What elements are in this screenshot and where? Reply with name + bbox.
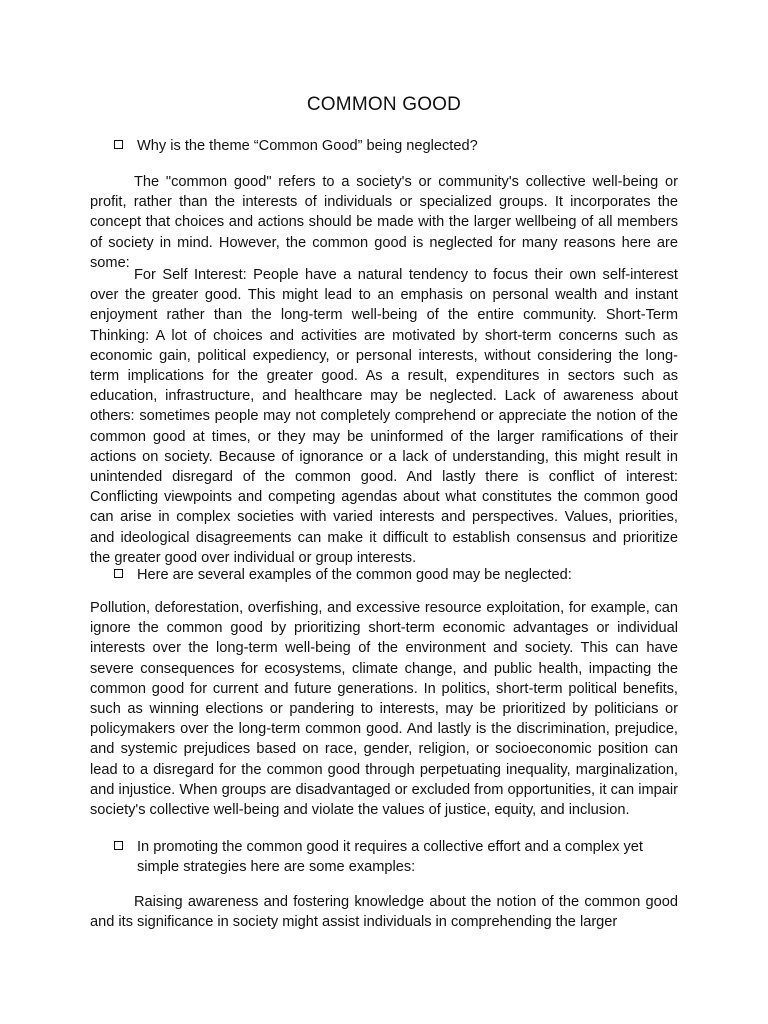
page-title: COMMON GOOD <box>306 94 462 115</box>
strategies-paragraph: Raising awareness and fostering knowledge about the notion of the common good and its significance in society might assist individuals in comprehending the larger <box>90 894 678 931</box>
checkbox-bullet-icon <box>114 140 123 149</box>
examples-paragraph: Pollution, deforestation, overfishing, and excessive resource exploitation, for example, can ignore the common good by prioritizing short-term economic advantages or individual interests over the long-term well-being of the environment and society. This can have severe consequences for ecosystems, climate change, and public health, impacting the common good for current and future generations. In politics, short-term political benefits, such as winning elections or pandering to interests, may be prioritized by politicians or policymakers over the long-term common good. And lastly is the discrimination, prejudice, and systemic prejudices based on race, gender, religion, or socioeconomic position can lead to a disregard for the common good through perpetuating inequality, marginalization, and injustice. When groups are disadvantaged or excluded from opportunities, it can impair society's collective well-being and violate the values of justice, equity, and inclusion. <box>90 600 678 819</box>
checkbox-bullet-icon <box>114 841 123 850</box>
strategies-bullet <box>114 837 680 877</box>
intro-paragraph: The "common good" refers to a society's or community's collective well-being or profit, rather than the interests of individuals or specialized groups. It incorporates the concept that choices and actions should be made with the larger wellbeing of all members of society in mind. However, the common good is neglected for many reasons here are some: <box>90 174 678 271</box>
question-bullet-neglect <box>114 136 680 156</box>
bullet-text: In promoting the common good it requires a collective effort and a complex yet simple strategies here are some examples: <box>137 839 643 876</box>
examples-bullet <box>114 565 680 585</box>
bullet-text: Why is the theme “Common Good” being neglected? <box>137 138 478 154</box>
checkbox-bullet-icon <box>114 569 123 578</box>
reasons-paragraph: For Self Interest: People have a natural tendency to focus their own self-interest over the greater good. This might lead to an emphasis on personal wealth and instant enjoyment rather than the long-term well-being of the entire community. Short-Term Thinking: A lot of choices and activities are motivated by short-term concerns such as economic gain, political expediency, or personal interests, without considering the long-term implications for the greater good. As a result, expenditures in sectors such as education, infrastructure, and healthcare may be neglected. Lack of awareness about others: sometimes people may not completely comprehend or appreciate the notion of the common good at times, or they may be uninformed of the larger ramifications of their actions on society. Because of ignorance or a lack of understanding, this might result in unintended disregard of the common good. And lastly there is conflict of interest: Conflicting viewpoints and competing agendas about what constitutes the common good can arise in complex societies with varied interests and perspectives. Values, priorities, and ideological disagreements can make it difficult to establish consensus and prioritize the greater good over individual or group interests. <box>90 267 678 566</box>
bullet-text: Here are several examples of the common good may be neglected: <box>137 567 572 583</box>
